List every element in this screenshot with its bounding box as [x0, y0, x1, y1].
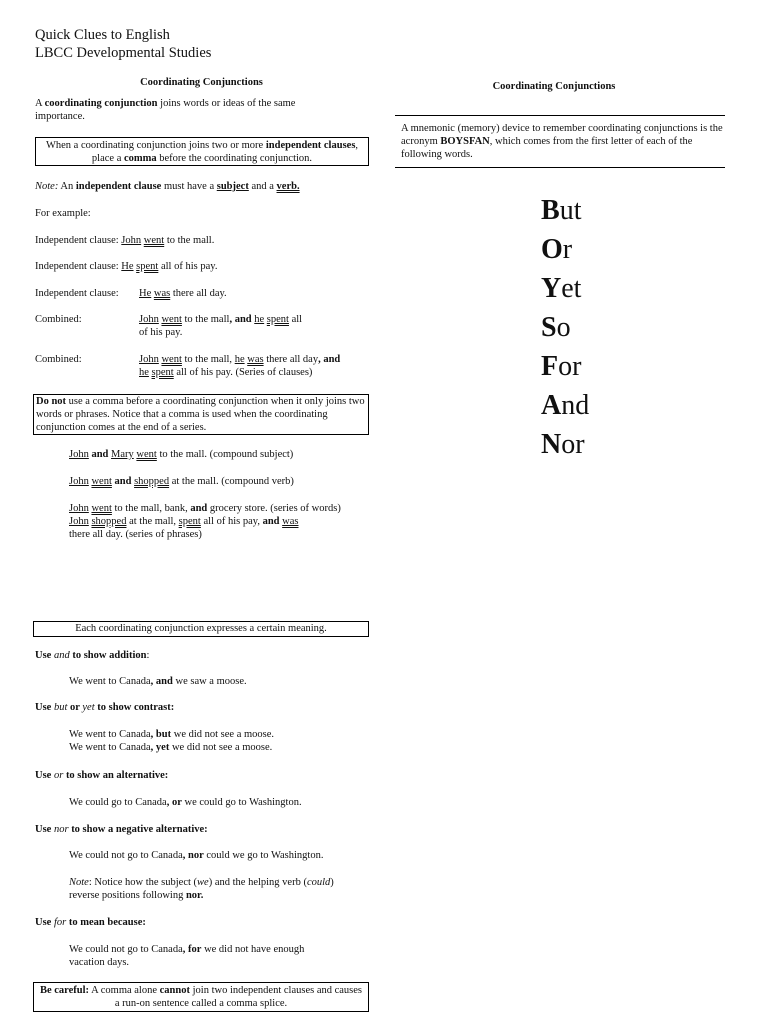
example-clause-1	[35, 234, 214, 247]
combined-subject: John	[139, 314, 159, 325]
boysfan-list	[541, 191, 589, 464]
boysfan-word	[541, 230, 589, 269]
example-subject: John	[121, 235, 142, 246]
use-label: Use	[35, 702, 54, 713]
use-nor-example	[69, 849, 323, 862]
cs-subject: John	[69, 503, 89, 514]
ex-text: We went to Canada	[69, 676, 151, 687]
compound-subject-example	[69, 448, 293, 461]
boysfan-word	[541, 425, 589, 464]
boysfan-word	[541, 191, 589, 230]
combined-label-1: Combined:	[35, 314, 82, 325]
example-label: Independent clause:	[35, 235, 122, 246]
box1-text-2: , place a	[91, 140, 359, 164]
example-verb: was	[153, 288, 171, 299]
example-clause-3	[139, 287, 227, 300]
intro-paragraph	[35, 97, 335, 123]
combined-text-2: there all day	[263, 354, 319, 365]
note-verb: verb.	[276, 181, 300, 192]
note-text: An	[58, 181, 76, 192]
cs-subject: John	[69, 516, 89, 527]
example-rest: all of his pay.	[158, 261, 218, 272]
example-subject: He	[121, 261, 134, 272]
combined-text-2: all	[288, 314, 303, 325]
box1-text: When a coordinating conjunction joins two or more	[45, 140, 266, 151]
mnemonic-paragraph	[401, 122, 731, 161]
example-subject: He	[139, 288, 152, 299]
combined-subject-2: he	[254, 314, 265, 325]
left-section-title: Coordinating Conjunctions	[140, 77, 263, 88]
rule-box-meaning: Each coordinating conjunction expresses a certain meaning.	[33, 621, 369, 637]
use-word: or	[53, 770, 64, 781]
combined-verb-2: spent	[266, 314, 289, 325]
ex-rest: we saw a moose.	[172, 676, 247, 687]
cs-verb-2: shopped	[134, 476, 170, 487]
ex-text: We went to Canada	[69, 729, 151, 740]
cs-rest: to the mall. (compound subject)	[156, 449, 294, 460]
cs-verb: went	[91, 476, 112, 487]
cs-text-2: all of his pay,	[200, 516, 263, 527]
combined-subject-3: he	[139, 367, 149, 378]
mnemonic-text: A mnemonic (memory) device to remember coordinating conjunctions is the acronym	[401, 123, 723, 147]
combined-text-3: of his pay.	[139, 327, 183, 338]
combined-subject-2: he	[234, 354, 245, 365]
boysfan-initial: S	[541, 312, 557, 343]
boysfan-initial: Y	[541, 273, 562, 304]
boysfan-word	[541, 386, 589, 425]
use-for-example	[69, 943, 339, 969]
boysfan-rest: or	[561, 429, 585, 460]
example-verb: went	[143, 235, 165, 246]
use-word: nor	[53, 824, 69, 835]
boysfan-word	[541, 308, 589, 347]
careful-label: Be careful:	[39, 985, 90, 996]
box1-bold-comma: comma	[123, 153, 157, 164]
nor-note-text: : Notice how the subject (	[88, 877, 198, 888]
use-or-example	[69, 796, 302, 809]
nor-note-text-2: ) and the helping verb (	[208, 877, 307, 888]
mnemonic-bottom-rule	[395, 167, 725, 168]
cs-conjunction: and	[88, 449, 112, 460]
mnemonic-acronym: BOYSFAN	[440, 136, 490, 147]
cs-subject: John	[69, 449, 89, 460]
nor-note-label: Note	[69, 877, 89, 888]
boysfan-rest: o	[556, 312, 571, 343]
ex-text-2: We went to Canada	[69, 742, 151, 753]
combined-text-3: all of his pay. (Series of clauses)	[173, 367, 313, 378]
use-rest: to show a negative alternative:	[68, 824, 208, 835]
use-rest: to show addition	[69, 650, 147, 661]
ex-conjunction: , and	[150, 676, 173, 687]
ex-rest-2: we did not see a moose.	[169, 742, 273, 753]
boysfan-rest: r	[562, 234, 573, 265]
example-verb: spent	[136, 261, 159, 272]
nor-note-could: could	[306, 877, 331, 888]
use-nor-note	[69, 876, 369, 902]
cs-text: to the mall, bank,	[111, 503, 191, 514]
note-text-3: and a	[248, 181, 277, 192]
cs-subject: John	[69, 476, 89, 487]
nor-note-text-3: )	[330, 877, 334, 888]
use-for-heading	[35, 916, 146, 929]
intro-rest: joins words or ideas of the same importance.	[35, 98, 296, 122]
note-bold: independent clause	[75, 181, 162, 192]
header-line-2: LBCC Developmental Studies	[35, 45, 212, 61]
boysfan-initial: F	[541, 351, 559, 382]
combined-conjunction: , and	[318, 354, 341, 365]
careful-cannot: cannot	[159, 985, 190, 996]
ex-text: We could not go to Canada	[69, 944, 183, 955]
ex-conjunction: , or	[166, 797, 182, 808]
rule-box-independent-clauses	[35, 137, 369, 166]
ex-rest: could we go to Washington.	[203, 850, 324, 861]
use-nor-heading	[35, 823, 208, 836]
cs-text-2: grocery store. (series of words)	[207, 503, 341, 514]
cs-subject-2: Mary	[111, 449, 134, 460]
ex-text: We could go to Canada	[69, 797, 167, 808]
boysfan-rest: et	[561, 273, 582, 304]
ex-rest: we did not have enough vacation days.	[69, 944, 305, 968]
nor-note-we: we	[197, 877, 209, 888]
boysfan-word	[541, 269, 589, 308]
nor-note-nor: nor.	[185, 890, 204, 901]
boysfan-rest: nd	[561, 390, 590, 421]
use-or-heading	[35, 769, 168, 782]
box1-text-3: before the coordinating conjunction.	[156, 153, 313, 164]
compound-verb-example	[69, 475, 294, 488]
example-rest: there all day.	[170, 288, 227, 299]
boysfan-initial: A	[541, 390, 562, 421]
cs-rest: at the mall. (compound verb)	[169, 476, 294, 487]
ex-text: We could not go to Canada	[69, 850, 183, 861]
mnemonic-top-rule	[395, 115, 725, 116]
cs-verb-3: was	[282, 516, 299, 527]
box1-bold-clauses: independent clauses	[265, 140, 356, 151]
careful-text-2: join two independent clauses and causes a run-on sentence called a comma splice.	[114, 985, 363, 1009]
combined-example-2	[139, 353, 369, 379]
intro-term: coordinating conjunction	[44, 98, 158, 109]
cs-conjunction: and	[111, 476, 135, 487]
use-word: but	[53, 702, 68, 713]
right-section-title: Coordinating Conjunctions	[492, 81, 616, 92]
use-word: and	[53, 650, 70, 661]
cs-conjunction: and	[190, 503, 208, 514]
use-and-example	[69, 675, 247, 688]
rule-box-be-careful	[33, 982, 369, 1012]
combined-verb: went	[161, 314, 182, 325]
ex-conjunction-2: , yet	[150, 742, 170, 753]
boysfan-initial: O	[541, 234, 563, 265]
ex-rest: we could go to Washington.	[181, 797, 302, 808]
use-label: Use	[35, 824, 54, 835]
ex-conjunction: , nor	[182, 850, 204, 861]
example-clause-3-label: Independent clause:	[35, 288, 119, 299]
example-clause-2	[35, 260, 217, 273]
use-rest: to show contrast:	[94, 702, 175, 713]
cs-conjunction: and	[262, 516, 280, 527]
use-word: for	[53, 917, 67, 928]
box2-text: use a comma before a coordinating conjunction when it only joins two words or phrases. Notice that a comma is used when the coordinating conjunction comes at the end of a series.	[36, 396, 365, 433]
use-word-2: yet	[82, 702, 95, 713]
cs-verb: went	[91, 503, 112, 514]
combined-conjunction: , and	[229, 314, 252, 325]
ex-rest: we did not see a moose.	[171, 729, 275, 740]
note-text-2: must have a	[161, 181, 217, 192]
cs-verb-2: spent	[178, 516, 201, 527]
cs-text-3: there all day. (series of phrases)	[69, 529, 202, 540]
combined-subject: John	[139, 354, 159, 365]
use-and-heading: Use and to show addition:	[35, 650, 150, 661]
note-label: Note:	[35, 181, 59, 192]
cs-verb: went	[136, 449, 157, 460]
boysfan-rest: or	[558, 351, 582, 382]
header-line-1: Quick Clues to English	[35, 27, 170, 43]
combined-label-2: Combined:	[35, 354, 82, 365]
series-examples	[69, 502, 349, 541]
ex-conjunction: , but	[150, 729, 172, 740]
nor-note-text-4: reverse positions following	[69, 890, 186, 901]
use-label: Use	[35, 650, 54, 661]
use-rest: to mean because:	[66, 917, 146, 928]
use-rest: to show an alternative:	[63, 770, 169, 781]
use-label: Use	[35, 917, 54, 928]
use-but-examples	[69, 728, 274, 754]
mnemonic-text-2: , which comes from the first letter of each of the following words.	[401, 136, 693, 160]
boysfan-initial: B	[541, 195, 560, 226]
example-rest: to the mall.	[164, 235, 215, 246]
combined-example-1	[139, 313, 339, 339]
use-label: Use	[35, 770, 54, 781]
cs-text: at the mall,	[126, 516, 179, 527]
combined-verb-2: was	[247, 354, 264, 365]
boysfan-initial: N	[541, 429, 562, 460]
combined-verb-3: spent	[151, 367, 174, 378]
combined-text: to the mall,	[181, 354, 235, 365]
ex-conjunction: , for	[182, 944, 202, 955]
rule-box-do-not	[33, 394, 369, 435]
boysfan-word	[541, 347, 589, 386]
intro-text: A	[35, 98, 45, 109]
document-header	[35, 26, 211, 62]
use-but-heading	[35, 701, 174, 714]
note-independent-clause	[35, 180, 368, 193]
for-example-label: For example:	[35, 208, 91, 219]
cs-verb: shopped	[91, 516, 127, 527]
boysfan-rest: ut	[559, 195, 582, 226]
careful-text: A comma alone	[89, 985, 160, 996]
note-subject: subject	[216, 181, 249, 192]
box2-bold: Do not	[36, 396, 67, 407]
combined-verb: went	[161, 354, 182, 365]
combined-text: to the mall	[181, 314, 230, 325]
use-or: or	[67, 702, 83, 713]
example-label: Independent clause:	[35, 261, 122, 272]
